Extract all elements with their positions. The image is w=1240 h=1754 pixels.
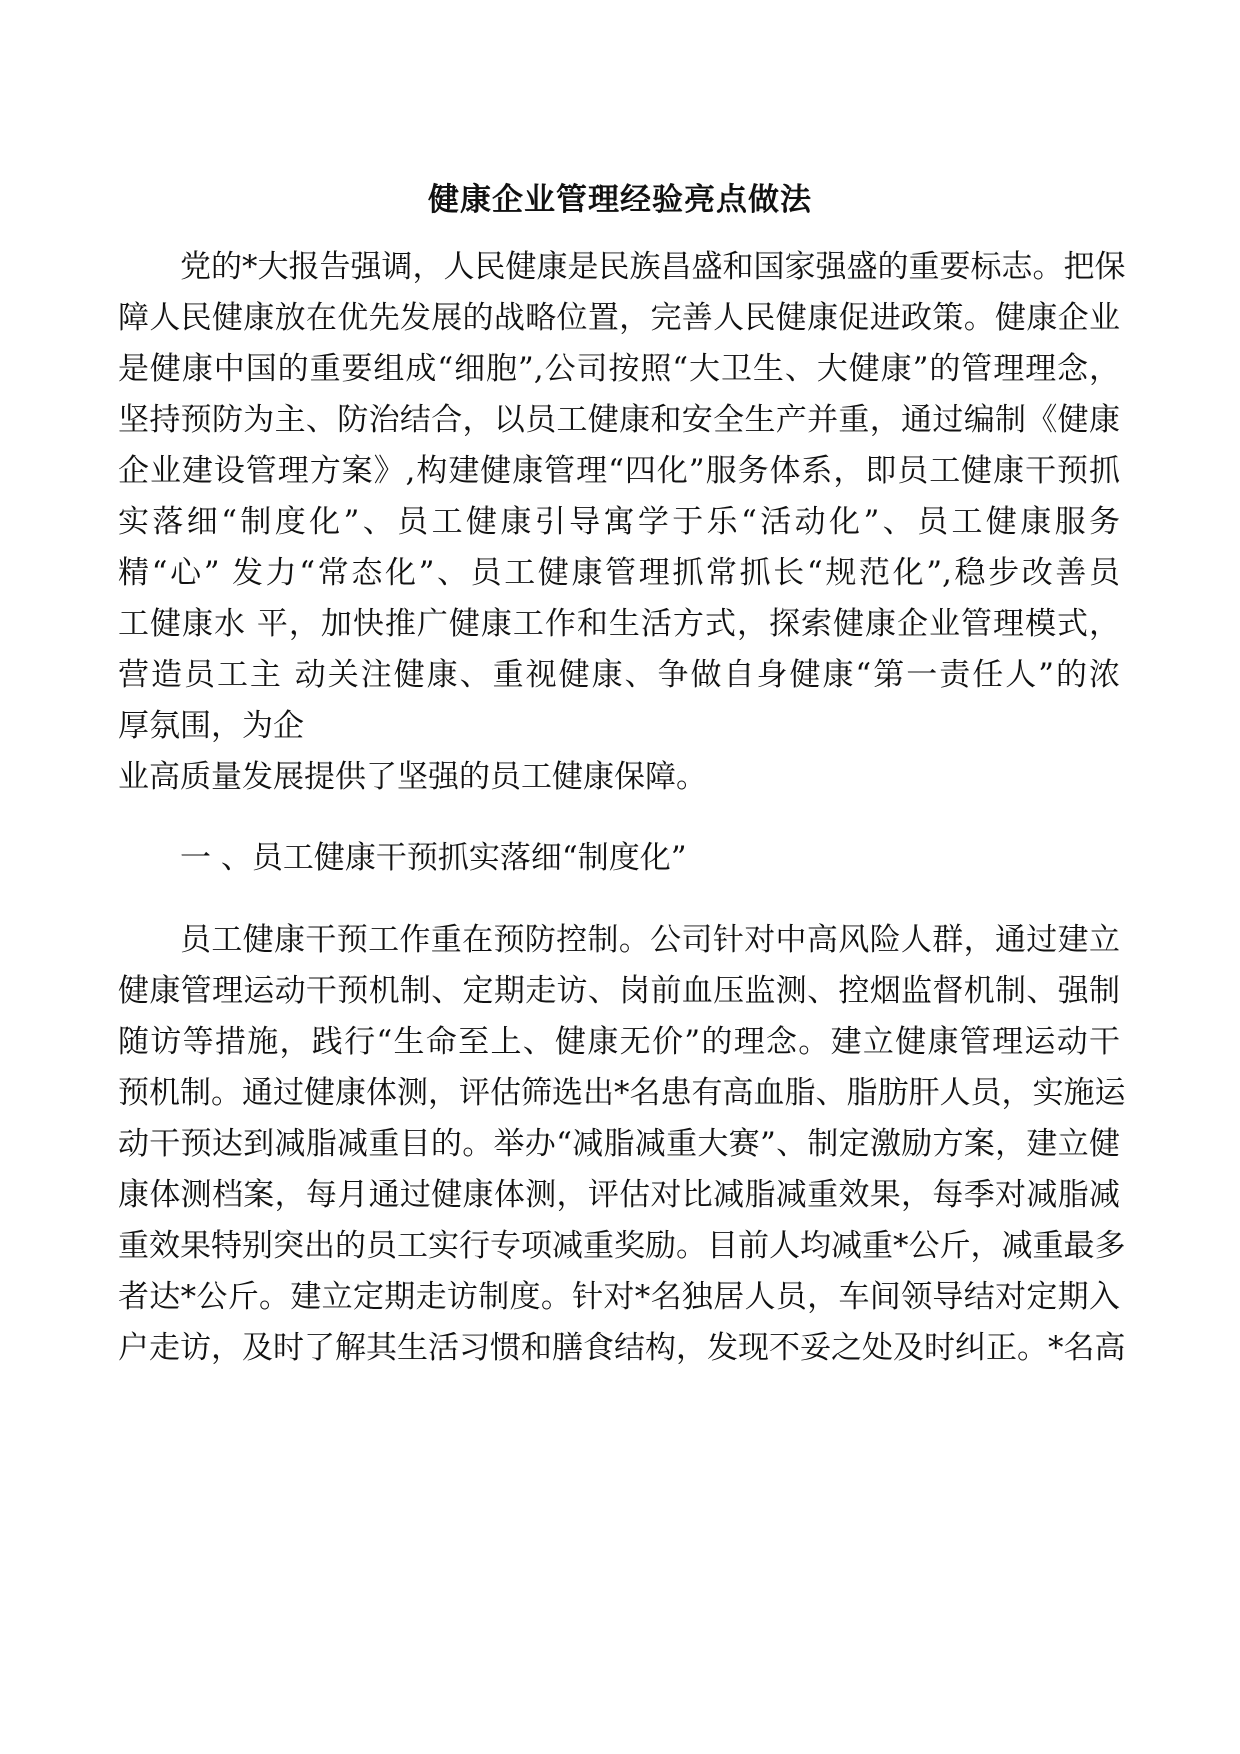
paragraph-line: 实落细“制度化”、员工健康引导寓学于乐“活动化”、员工健康服务 bbox=[118, 504, 1120, 540]
paragraph-line: 健康管理运动干预机制、定期走访、岗前血压监测、控烟监督机制、强制 bbox=[118, 973, 1120, 1009]
paragraph-line: 户走访，及时了解其生活习惯和膳食结构，发现不妥之处及时纠正。*名高 bbox=[118, 1330, 1126, 1366]
paragraph-line: 重效果特别突出的员工实行专项减重奖励。目前人均减重*公斤，减重最多 bbox=[118, 1228, 1126, 1264]
paragraph-line: 随访等措施，践行“生命至上、健康无价”的理念。建立健康管理运动干 bbox=[118, 1024, 1120, 1060]
paragraph-line: 工健康水 平，加快推广健康工作和生活方式，探索健康企业管理模式， bbox=[118, 606, 1120, 642]
paragraph-line: 党的*大报告强调，人民健康是民族昌盛和国家强盛的重要标志。把保 bbox=[180, 249, 1126, 285]
paragraph-line: 障人民健康放在优先发展的战略位置，完善人民健康促进政策。健康企业 bbox=[118, 300, 1120, 336]
paragraph-line: 康体测档案，每月通过健康体测，评估对比减脂减重效果，每季对减脂减 bbox=[118, 1177, 1120, 1213]
paragraph-line: 营造员工主 动关注健康、重视健康、争做自身健康“第一责任人”的浓 bbox=[118, 657, 1120, 693]
paragraph-line: 预机制。通过健康体测，评估筛选出*名患有高血脂、脂肪肝人员，实施运 bbox=[118, 1075, 1126, 1111]
document-title: 健康企业管理经验亮点做法 bbox=[428, 182, 812, 218]
section-heading: 一 、员工健康干预抓实落细“制度化” bbox=[180, 840, 687, 876]
paragraph-line: 员工健康干预工作重在预防控制。公司针对中高风险人群，通过建立 bbox=[180, 922, 1120, 958]
paragraph-line: 动干预达到减脂减重目的。举办“减脂减重大赛”、制定激励方案，建立健 bbox=[118, 1126, 1120, 1162]
paragraph-line: 厚氛围，为企 bbox=[118, 708, 304, 744]
paragraph-line: 者达*公斤。建立定期走访制度。针对*名独居人员，车间领导结对定期入 bbox=[118, 1279, 1120, 1315]
paragraph-line: 企业建设管理方案》,构建健康管理“四化”服务体系，即员工健康干预抓 bbox=[118, 453, 1120, 489]
paragraph-line: 业高质量发展提供了坚强的员工健康保障。 bbox=[118, 759, 707, 795]
paragraph-line: 精“心” 发力“常态化”、员工健康管理抓常抓长“规范化”,稳步改善员 bbox=[118, 555, 1120, 591]
paragraph-line: 坚持预防为主、防治结合，以员工健康和安全生产并重，通过编制《健康 bbox=[118, 402, 1120, 438]
paragraph-line: 是健康中国的重要组成“细胞”,公司按照“大卫生、大健康”的管理理念， bbox=[118, 351, 1120, 387]
